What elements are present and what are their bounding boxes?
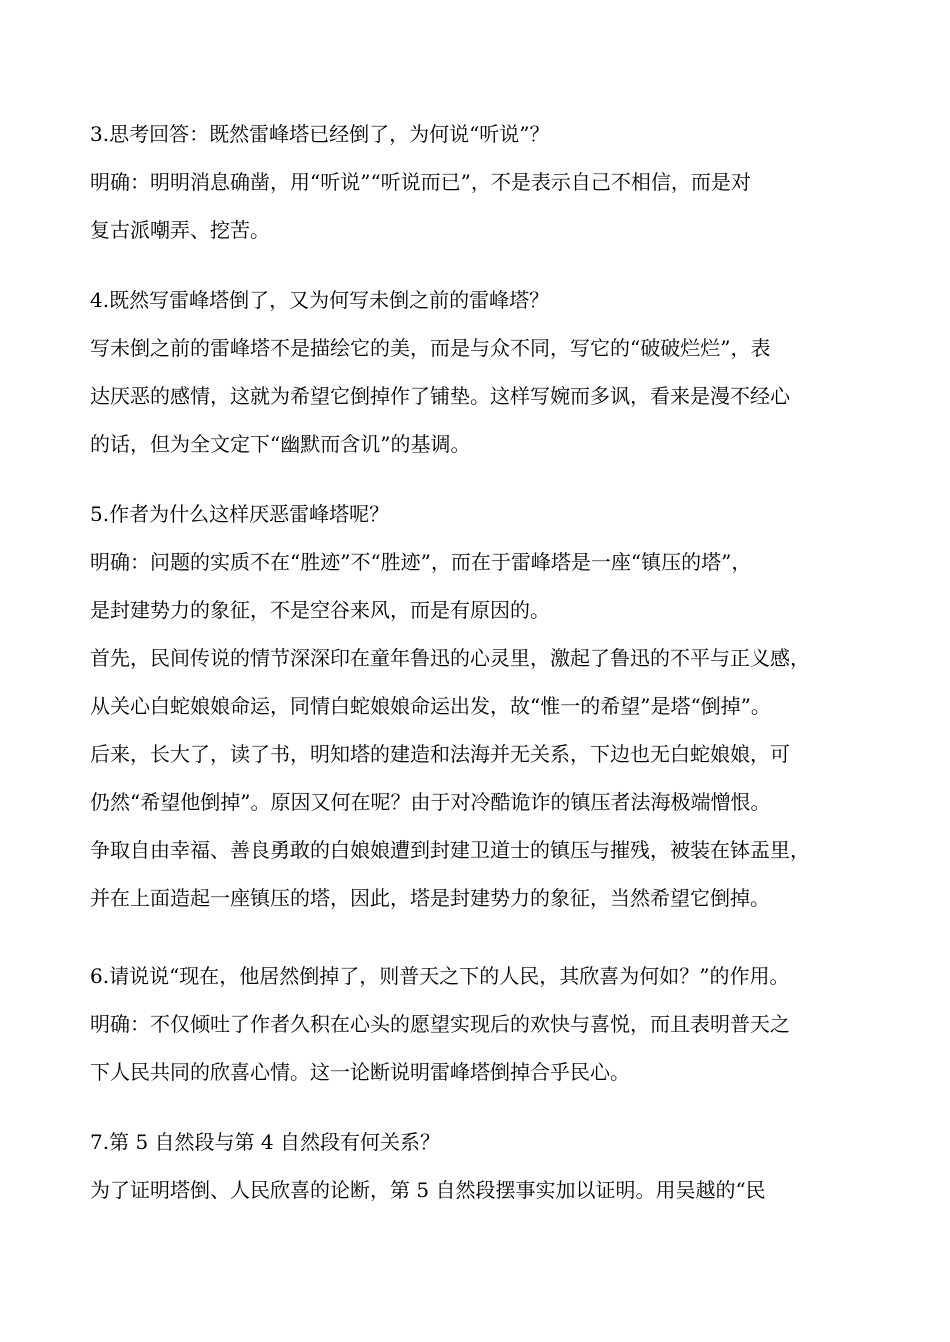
answer-4-line-1: 写未倒之前的雷峰塔不是描绘它的美，而是与众不同，写它的“破破烂烂”，表 [90,336,771,360]
answer-5-line-2: 是封建势力的象征，不是空谷来风，而是有原因的。 [90,598,550,622]
answer-7-line-1: 为了证明塔倒、人民欣喜的论断，第 5 自然段摆事实加以证明。用吴越的“民 [90,1178,766,1202]
answer-3-line-2: 复古派嘲弄、挖苦。 [90,218,270,242]
answer-5-line-6: 仍然“希望他倒掉”。原因又何在呢？由于对冷酷诡诈的镇压者法海极端憎恨。 [90,790,771,814]
answer-5-line-3: 首先，民间传说的情节深深印在童年鲁迅的心灵里，激起了鲁迅的不平与正义感， [90,646,810,670]
question-4: 4.既然写雷峰塔倒了，又为何写未倒之前的雷峰塔？ [90,288,550,312]
answer-3-line-1: 明确：明明消息确凿，用“听说”“听说而已”，不是表示自己不相信，而是对 [90,170,751,194]
answer-5-line-7: 争取自由幸福、善良勇敢的白娘娘遭到封建卫道士的镇压与摧残，被装在钵盂里， [90,838,810,862]
question-6: 6.请说说“现在，他居然倒掉了，则普天之下的人民，其欣喜为何如？”的作用。 [90,964,790,988]
answer-6-line-1: 明确：不仅倾吐了作者久积在心头的愿望实现后的欢快与喜悦，而且表明普天之 [90,1012,790,1036]
answer-5-line-8: 并在上面造起一座镇压的塔，因此，塔是封建势力的象征，当然希望它倒掉。 [90,886,770,910]
question-7: 7.第 5 自然段与第 4 自然段有何关系？ [90,1130,440,1154]
answer-5-line-5: 后来，长大了，读了书，明知塔的建造和法海并无关系，下边也无白蛇娘娘，可 [90,742,790,766]
question-5: 5.作者为什么这样厌恶雷峰塔呢？ [90,502,390,526]
answer-4-line-3: 的话，但为全文定下“幽默而含讥”的基调。 [90,432,471,456]
answer-5-line-1: 明确：问题的实质不在“胜迹”不“胜迹”，而在于雷峰塔是一座“镇压的塔”， [90,550,752,574]
question-3: 3.思考回答：既然雷峰塔已经倒了，为何说“听说”？ [90,122,550,146]
answer-5-line-4: 从关心白蛇娘娘命运，同情白蛇娘娘命运出发，故“惟一的希望”是塔“倒掉”。 [90,694,771,718]
answer-6-line-2: 下人民共同的欣喜心情。这一论断说明雷峰塔倒掉合乎民心。 [90,1060,630,1084]
answer-4-line-2: 达厌恶的感情，这就为希望它倒掉作了铺垫。这样写婉而多讽，看来是漫不经心 [90,384,790,408]
